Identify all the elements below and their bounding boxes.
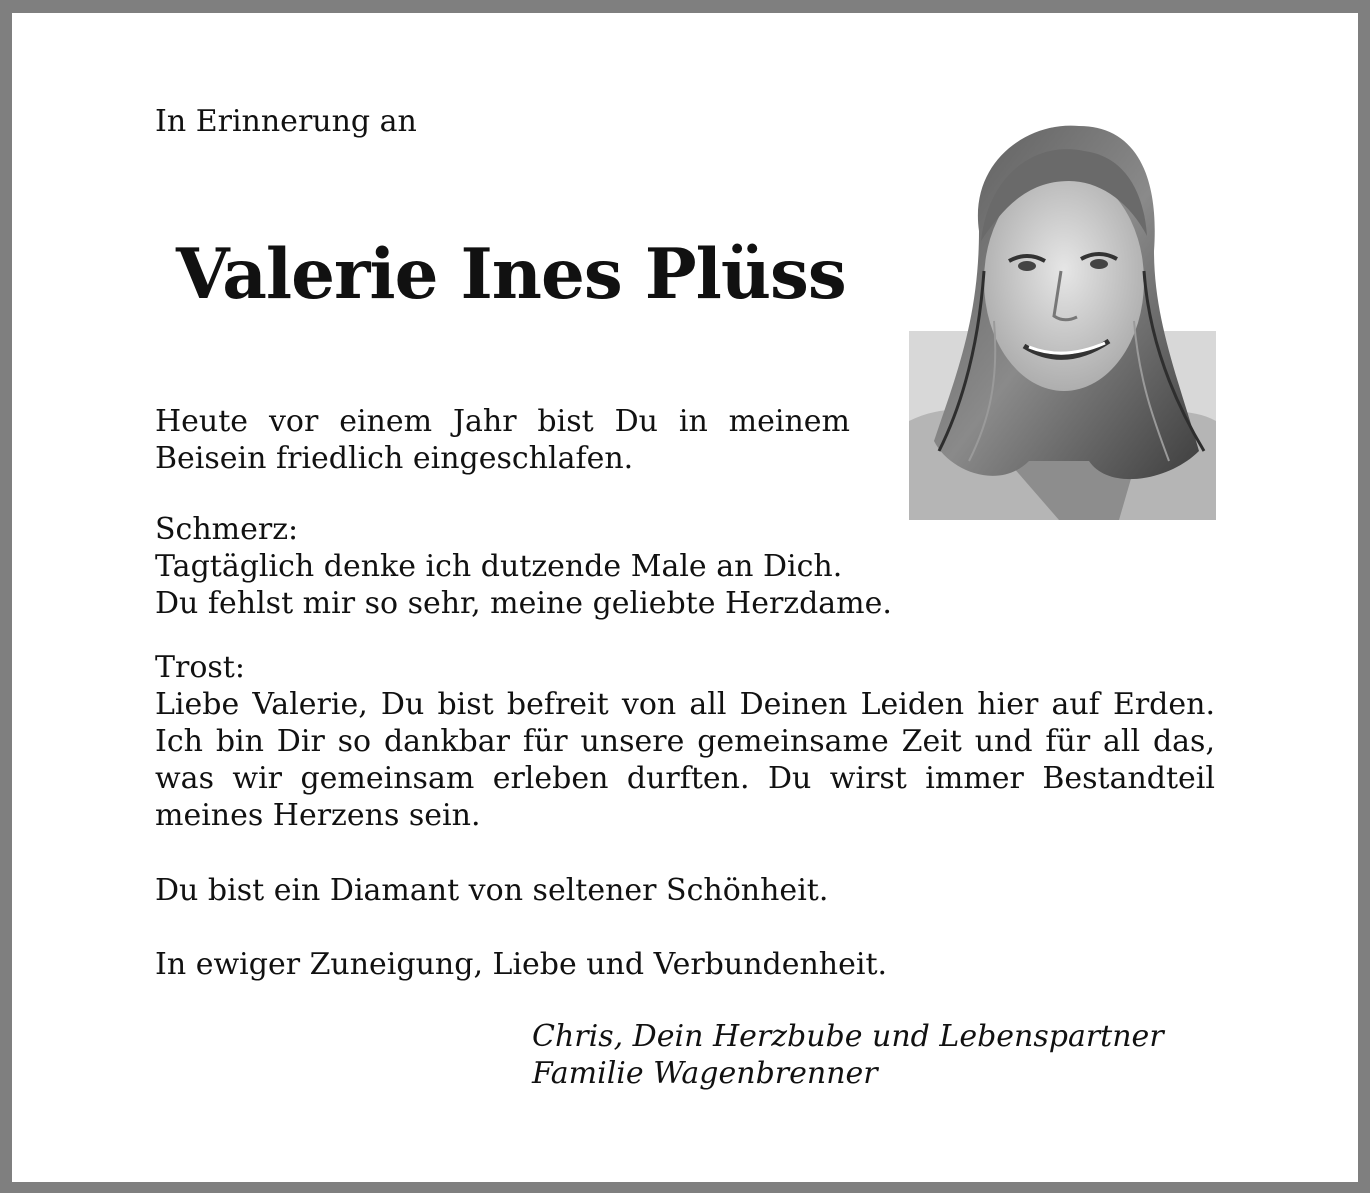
comfort-section bbox=[155, 649, 1215, 834]
diamond-line: Du bist ein Diamant von seltener Schönheit. bbox=[155, 873, 829, 908]
portrait-photo bbox=[909, 121, 1216, 520]
pain-line-1: Tagtäglich denke ich dutzende Male an Dich. bbox=[155, 549, 843, 584]
comfort-heading: Trost: bbox=[155, 650, 245, 685]
pain-heading: Schmerz: bbox=[155, 512, 299, 547]
signature-line-2: Familie Wagenbrenner bbox=[532, 1056, 878, 1091]
deceased-name: Valerie Ines Plüss bbox=[176, 234, 846, 315]
pain-line-2: Du fehlst mir so sehr, meine geliebte Herzdame. bbox=[155, 586, 892, 621]
first-paragraph: Heute vor einem Jahr bist Du in meinem Beisein friedlich eingeschlafen. bbox=[155, 404, 850, 476]
closing-line: In ewiger Zuneigung, Liebe und Verbundenheit. bbox=[155, 947, 888, 982]
intro-text: In Erinnerung an bbox=[155, 104, 417, 139]
pain-section bbox=[155, 511, 1215, 622]
signature-line-1: Chris, Dein Herzbube und Lebenspartner bbox=[532, 1019, 1164, 1054]
signature-block bbox=[532, 1018, 1164, 1092]
comfort-text: Liebe Valerie, Du bist befreit von all Deinen Leiden hier auf Erden. Ich bin Dir so dankbar für unsere gemeinsame Zeit und für all das, was wir gemeinsam erleben durften. Du wirst immer Bestandteil meines Herzens sein. bbox=[155, 687, 1215, 833]
